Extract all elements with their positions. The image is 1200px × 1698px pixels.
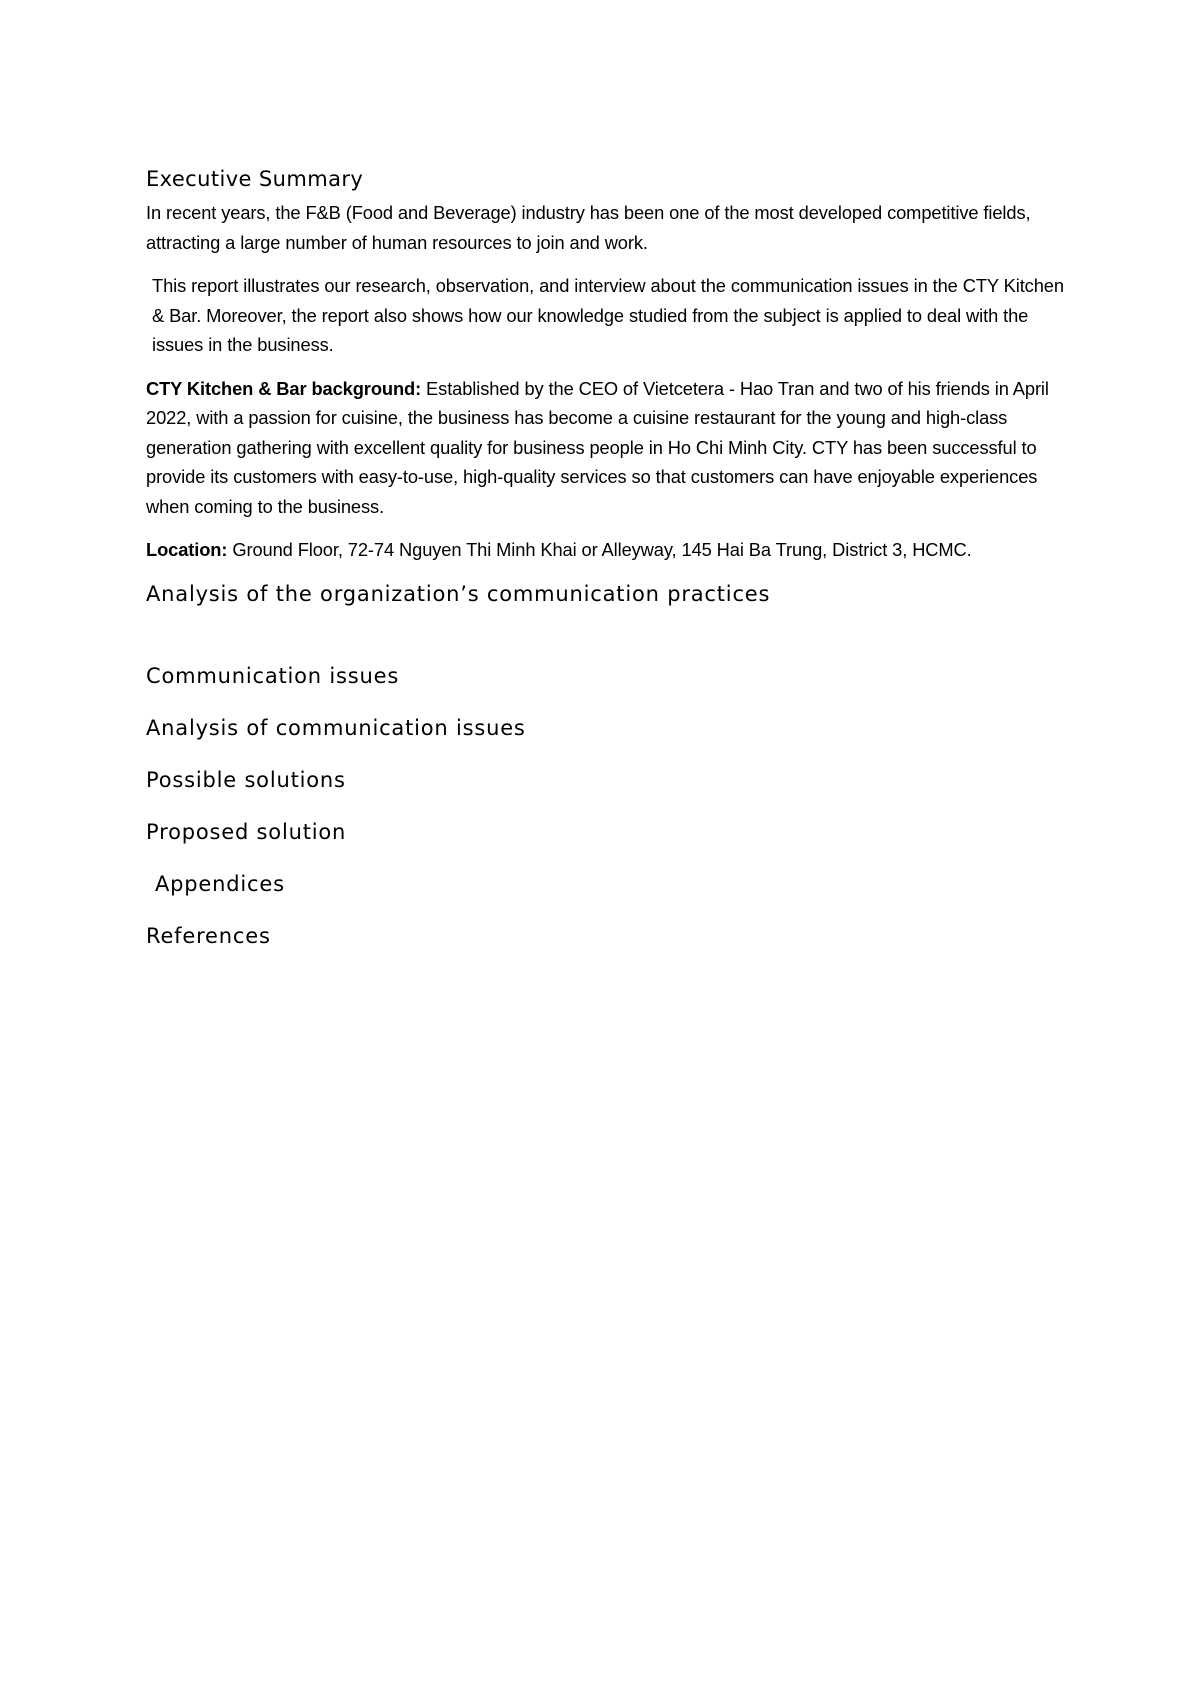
possible-solutions-heading: Possible solutions xyxy=(146,767,346,792)
background-paragraph xyxy=(146,374,1076,522)
location-paragraph xyxy=(146,535,1076,565)
executive-summary-heading: Executive Summary xyxy=(146,167,364,191)
background-label: CTY Kitchen & Bar background: xyxy=(146,377,422,399)
appendices-heading: Appendices xyxy=(155,871,285,896)
proposed-solution-heading: Proposed solution xyxy=(146,819,347,844)
location-text: Ground Floor, 72-74 Nguyen Thi Minh Khai or Alleyway, 145 Hai Ba Trung, District 3, HCMC. xyxy=(227,539,972,560)
analysis-issues-heading: Analysis of communication issues xyxy=(146,715,526,740)
references-heading: References xyxy=(146,923,271,948)
communication-issues-heading: Communication issues xyxy=(146,663,400,688)
analysis-practices-heading: Analysis of the organization’s communication practices xyxy=(146,581,771,606)
background-text: Established by the CEO of Vietcetera - Hao Tran and two of his friends in April 2022, with a passion for cuisine, the business has become a cuisine restaurant for the young and high-class generation gathering with excellent quality for business people in Ho Chi Minh City. CTY has been successful to provide its customers with easy-to-use, high-quality services so that customers can have enjoyable experiences when coming to the business. xyxy=(146,377,1049,517)
intro-paragraph: In recent years, the F&B (Food and Beverage) industry has been one of the most developed competitive fields, attracting a large number of human resources to join and work. xyxy=(146,202,1031,253)
document-body xyxy=(146,164,1076,951)
location-label: Location: xyxy=(146,539,228,560)
report-scope-paragraph: This report illustrates our research, observation, and interview about the communication issues in the CTY Kitchen & Bar. Moreover, the report also shows how our knowledge studied from the subject is applied to deal with the issues in the business. xyxy=(152,275,1064,355)
